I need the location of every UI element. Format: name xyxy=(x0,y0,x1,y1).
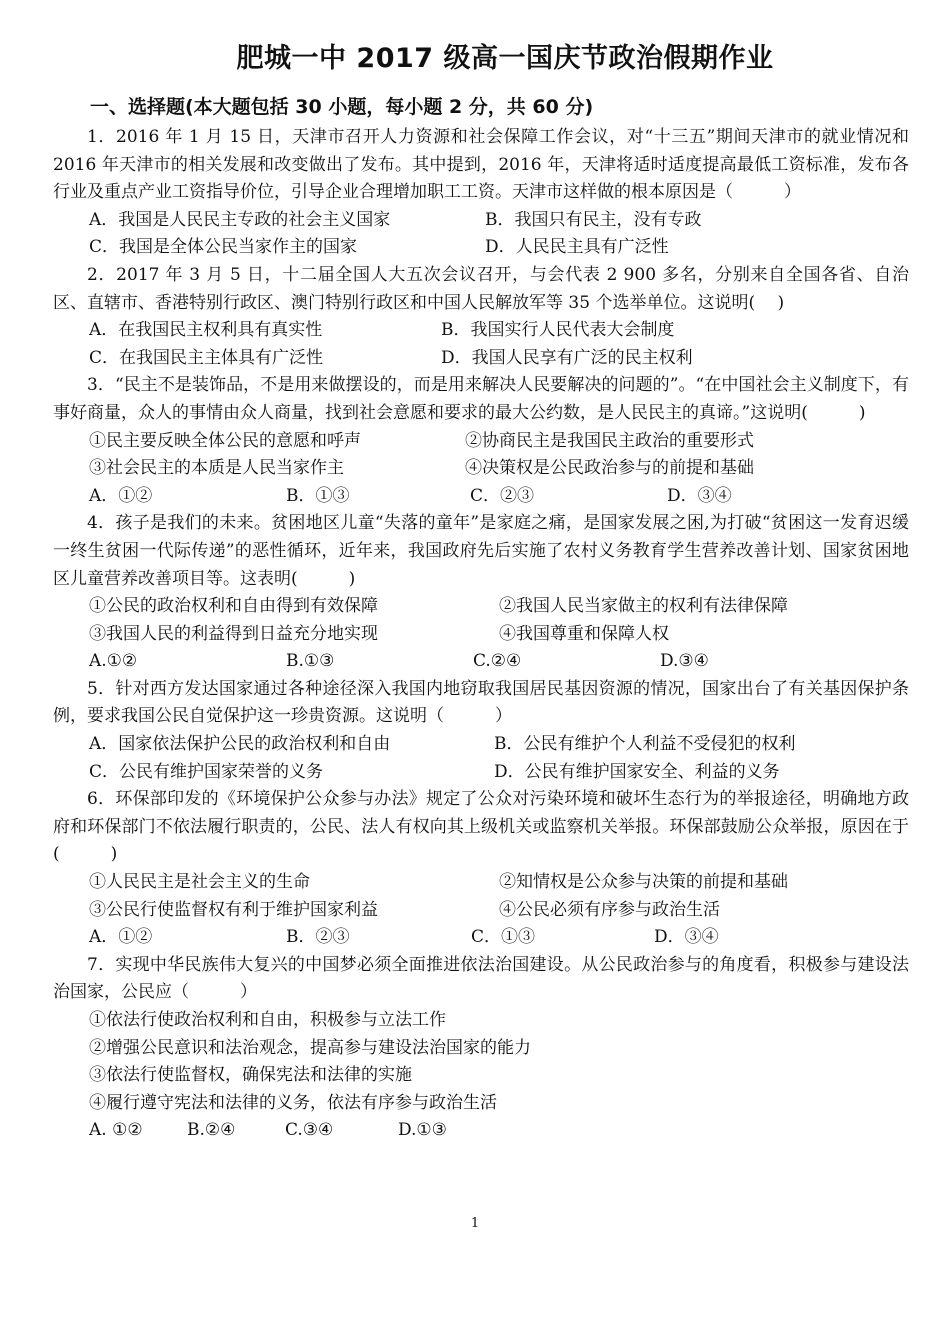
statement-item: ④公民必须有序参与政治生活 xyxy=(499,899,720,920)
option-c[interactable]: C．我国是全体公民当家作主的国家 xyxy=(89,237,358,258)
question-stem: 6．环保部印发的《环境保护公众参与办法》规定了公众对污染环境和破坏生态行为的举报途径，明确地方政府和环保部门不依法履行职责的，公民、法人有权向其上级机关或监察机关举报。环保部鼓励公众举报，原因在于( ) xyxy=(53,789,909,865)
statement-item: ②我国人民当家做主的权利有法律保障 xyxy=(499,596,788,617)
item-row xyxy=(53,897,909,925)
item-row xyxy=(53,869,909,897)
item-row xyxy=(53,593,909,621)
option-b[interactable]: B．我国实行人民代表大会制度 xyxy=(441,320,675,341)
option-b[interactable]: B．①③ xyxy=(286,485,350,506)
option-a[interactable]: A．①② xyxy=(89,927,153,948)
option-a[interactable]: A. ①② xyxy=(89,1120,143,1141)
statement-item: ④决策权是公民政治参与的前提和基础 xyxy=(465,458,754,479)
page-number: 1 xyxy=(470,1216,480,1231)
option-row xyxy=(53,483,909,511)
option-b[interactable]: B.①③ xyxy=(286,651,335,672)
item-row xyxy=(53,455,909,483)
option-a[interactable]: A．①② xyxy=(89,485,153,506)
statement-item: ③社会民主的本质是人民当家作主 xyxy=(89,458,344,479)
option-c[interactable]: C．①③ xyxy=(471,927,536,948)
option-c[interactable]: C.②④ xyxy=(473,651,522,672)
question-stem: 5．针对西方发达国家通过各种途径深入我国内地窃取我国居民基因资源的情况，国家出台了有关基因保护条例，要求我国公民自觉保护这一珍贵资源。这说明（ ） xyxy=(53,678,909,727)
question-stem: 1．2016 年 1 月 15 日，天津市召开人力资源和社会保障工作会议，对“十三五”期间天津市的就业情况和 2016 年天津市的相关发展和改变做出了发布。其中提到，2016 年，天津将适时适度提高最低工资标准，发布各行业及重点产业工资指导价位，引导企业合理增加职工工资。天津市这样做的根本原因是（ ） xyxy=(53,127,909,203)
statement-item: ②增强公民意识和法治观念，提高参与建设法治国家的能力 xyxy=(89,1037,531,1058)
option-d[interactable]: D．我国人民享有广泛的民主权利 xyxy=(441,347,693,368)
option-row xyxy=(53,1117,909,1145)
question-stem: 3．“民主不是装饰品，不是用来做摆设的，而是用来解决人民要解决的问题的”。“在中国社会主义制度下，有事好商量，众人的事情由众人商量，找到社会意愿和要求的最大公约数，是人民民主的真谛。”这说明( ) xyxy=(53,375,909,423)
question-stem: 2．2017 年 3 月 5 日，十二届全国人大五次会议召开，与会代表 2 900 多名，分别来自全国各省、自治区、直辖市、香港特别行政区、澳门特别行政区和中国人民解放军等 35 个选举单位。这说明( ) xyxy=(53,264,909,313)
option-row xyxy=(53,924,909,952)
option-d[interactable]: D.③④ xyxy=(660,651,709,672)
option-d[interactable]: D.①③ xyxy=(398,1120,447,1141)
option-row xyxy=(53,759,909,787)
option-a[interactable]: A．我国是人民民主专政的社会主义国家 xyxy=(89,209,391,230)
option-c[interactable]: C．在我国民主主体具有广泛性 xyxy=(89,347,324,368)
document-title: 肥城一中 2017 级高一国庆节政治假期作业 xyxy=(236,43,774,74)
item-row xyxy=(53,428,909,456)
item-row xyxy=(53,621,909,649)
option-a[interactable]: A．在我国民主权利具有真实性 xyxy=(89,320,323,341)
option-b[interactable]: B．我国只有民主，没有专政 xyxy=(485,209,702,230)
statement-item: ①民主要反映全体公民的意愿和呼声 xyxy=(89,430,361,451)
option-row xyxy=(53,317,909,345)
option-d[interactable]: D．公民有维护国家安全、利益的义务 xyxy=(494,761,780,782)
option-row xyxy=(53,648,909,676)
question-stem: 7．实现中华民族伟大复兴的中国梦必须全面推进依法治国建设。从公民政治参与的角度看，积极参与建设法治国家，公民应（ ） xyxy=(53,954,909,1003)
option-c[interactable]: C.③④ xyxy=(285,1120,334,1141)
option-b[interactable]: B.②④ xyxy=(187,1120,236,1141)
option-b[interactable]: B．公民有维护个人利益不受侵犯的权利 xyxy=(494,734,796,755)
option-c[interactable]: C．②③ xyxy=(470,485,535,506)
statement-item: ①依法行使政治权利和自由，积极参与立法工作 xyxy=(89,1010,446,1030)
question-list xyxy=(53,124,909,1145)
option-a[interactable]: A.①② xyxy=(89,651,138,672)
statement-item: ①公民的政治权利和自由得到有效保障 xyxy=(89,596,378,617)
option-row xyxy=(53,345,909,373)
option-row xyxy=(53,207,909,235)
option-c[interactable]: C．公民有维护国家荣誉的义务 xyxy=(89,761,324,782)
statement-item: ③公民行使监督权有利于维护国家利益 xyxy=(89,899,378,920)
statement-item: ④我国尊重和保障人权 xyxy=(499,623,669,644)
option-d[interactable]: D．人民民主具有广泛性 xyxy=(485,237,669,258)
statement-item: ④履行遵守宪法和法律的义务，依法有序参与政治生活 xyxy=(89,1092,497,1113)
statement-item: ③我国人民的利益得到日益充分地实现 xyxy=(89,623,378,644)
statement-item: ③依法行使监督权，确保宪法和法律的实施 xyxy=(89,1065,412,1086)
section-heading: 一、选择题(本大题包括 30 小题，每小题 2 分，共 60 分) xyxy=(90,96,594,118)
statement-item: ①人民民主是社会主义的生命 xyxy=(89,872,310,893)
statement-item: ②协商民主是我国民主政治的重要形式 xyxy=(465,430,754,451)
option-d[interactable]: D．③④ xyxy=(654,927,719,948)
statement-item: ②知情权是公众参与决策的前提和基础 xyxy=(499,872,788,893)
question-stem: 4．孩子是我们的未来。贫困地区儿童“失落的童年”是家庭之痛，是国家发展之困,为打破“贫困这一发育迟缓一终生贫困一代际传递”的恶性循环，近年来，我国政府先后实施了农村义务教育学生营养改善计划、国家贫困地区儿童营养改善项目等。这表明( ) xyxy=(53,513,909,589)
option-a[interactable]: A．国家依法保护公民的政治权利和自由 xyxy=(89,734,391,755)
option-b[interactable]: B．②③ xyxy=(286,927,350,948)
option-row xyxy=(53,731,909,759)
option-row xyxy=(53,234,909,262)
option-d[interactable]: D．③④ xyxy=(667,485,732,506)
